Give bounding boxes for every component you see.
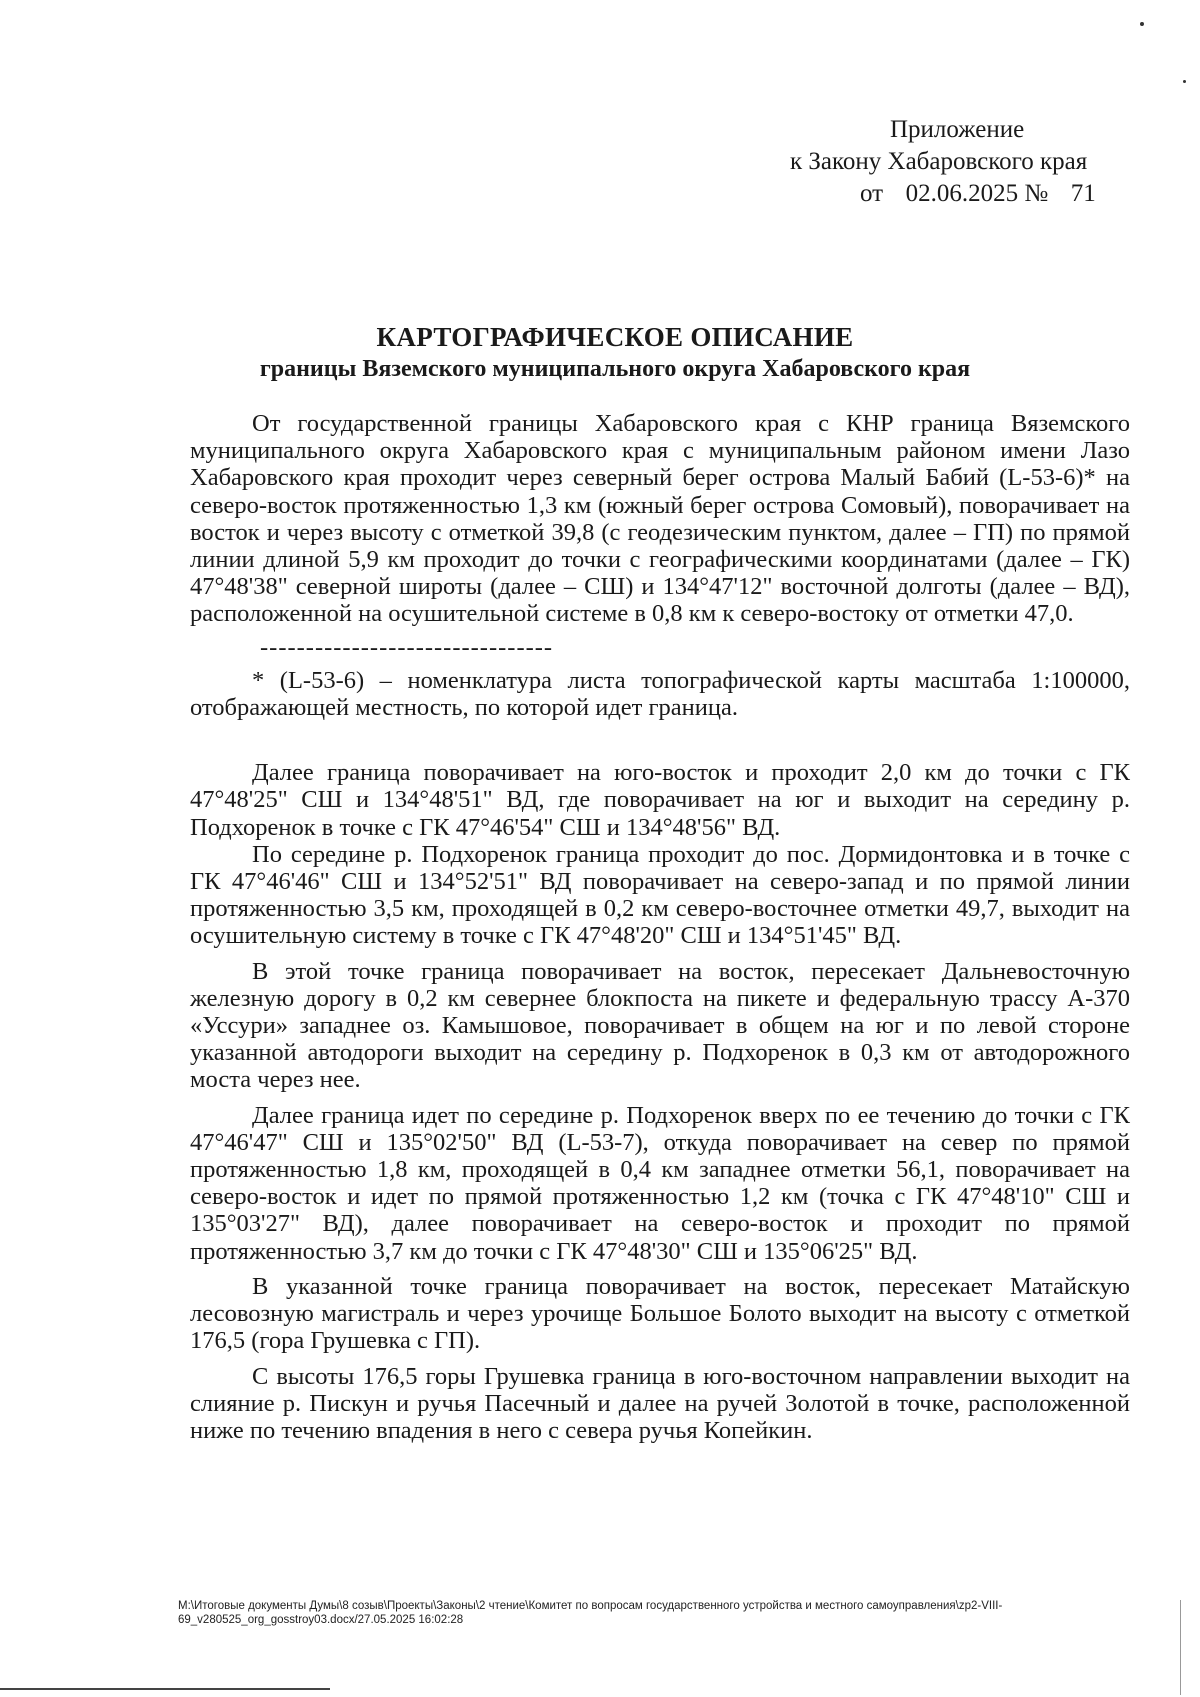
date-number-line — [790, 178, 1120, 210]
appendix-header — [790, 114, 1120, 210]
paragraph-3: По середине р. Подхоренок граница проходит до пос. Дормидонтовка и в точке с ГК 47°46'46" СШ и 134°52'51" ВД поворачивает на северо-запад и по прямой линии протяженностью 3,5 км, проходящей в 0,2 км северо-восточнее отметки 49,7, выходит на осушительную систему в точке с ГК 47°48'20" СШ и 134°51'45" ВД. — [190, 840, 1130, 950]
from-label: от — [860, 180, 884, 207]
paragraph-7: С высоты 176,5 горы Грушевка граница в юго-восточном направлении выходит на слияние р. Пискун и ручья Пасечный и далее на ручей Золотой в точке, расположенной ниже по течению впадения в него с севера ручья Копейкин. — [190, 1362, 1130, 1444]
law-date: 02.06.2025 — [905, 180, 1019, 207]
file-path-footer: М:\Итоговые документы Думы\8 созыв\Проекты\Законы\2 чтение\Комитет по вопросам государственного устройства и местного самоуправления\zp2-VIII-69_v280525_org_gosstroy03.docx/27.05.2025 16:02:28 — [178, 1600, 1003, 1626]
law-reference: к Закону Хабаровского края — [790, 148, 1088, 175]
appendix-label: Приложение — [890, 116, 1025, 143]
paragraph-1: От государственной границы Хабаровского края с КНР граница Вяземского муниципального округа Хабаровского края с муниципальным районом имени Лазо Хабаровского края проходит через северный берег острова Малый Бабий (L-53-6)* на северо-восток протяженностью 1,3 км (южный берег острова Сомовый), поворачивает на восток и через высоту с отметкой 39,8 (с геодезическим пунктом, далее – ГП) по прямой линии длиной 5,9 км проходит до точки с географическими координатами (далее – ГК) 47°48'38" северной широты (далее – СШ) и 134°47'12" восточной долготы (далее – ВД), расположенной на осушительной системе в 0,8 км к северо-востоку от отметки 47,0. — [190, 410, 1130, 628]
scan-edge-line — [1180, 1600, 1181, 1695]
document-body — [190, 410, 1130, 1444]
paragraph-6: В указанной точке граница поворачивает на восток, пересекает Матайскую лесовозную магистраль и через урочище Большое Болото выходит на высоту с отметкой 176,5 (гора Грушевка с ГП). — [190, 1272, 1130, 1355]
paragraph-5: Далее граница идет по середине р. Подхоренок вверх по ее течению до точки с ГК 47°46'47" СШ и 135°02'50" ВД (L-53-7), откуда поворачивает на север по прямой протяженностью 1,8 км, проходящей в 0,4 км западнее отметки 56,1, поворачивает на северо-восток и идет по прямой протяженностью 1,2 км (точка с ГК 47°48'10" СШ и 135°03'27" ВД), далее поворачивает на северо-восток и проходит по прямой протяженностью 3,7 км до точки с ГК 47°48'30" СШ и 135°06'25" ВД. — [190, 1101, 1130, 1265]
title-main: КАРТОГРАФИЧЕСКОЕ ОПИСАНИЕ — [376, 322, 854, 352]
footnote: * (L-53-6) – номенклатура листа топографической карты масштаба 1:100000, отображающей местность, по которой идет граница. — [190, 666, 1130, 722]
scan-speck — [1183, 80, 1186, 83]
title-sub: границы Вяземского муниципального округа Хабаровского края — [259, 356, 971, 382]
footnote-separator: -------------------------------- — [260, 633, 554, 661]
document-title — [160, 320, 1070, 384]
scan-speck — [1140, 22, 1144, 26]
paragraph-4: В этой точке граница поворачивает на восток, пересекает Дальневосточную железную дорогу в 0,2 км севернее блокпоста на пикете и федеральную трассу А-370 «Уссури» западнее оз. Камышовое, поворачивает в общем на юг и по левой стороне указанной автодороги выходит на середину р. Подхоренок в 0,3 км от автодорожного моста через нее. — [190, 957, 1130, 1094]
paragraph-2: Далее граница поворачивает на юго-восток и проходит 2,0 км до точки с ГК 47°48'25" СШ и 134°48'51" ВД, где поворачивает на юг и выходит на середину р. Подхоренок в точке с ГК 47°46'54" СШ и 134°48'56" ВД. — [190, 759, 1130, 841]
bottom-rule — [0, 1688, 330, 1690]
number-sign: № — [1024, 180, 1049, 207]
law-number: 71 — [1070, 180, 1096, 207]
